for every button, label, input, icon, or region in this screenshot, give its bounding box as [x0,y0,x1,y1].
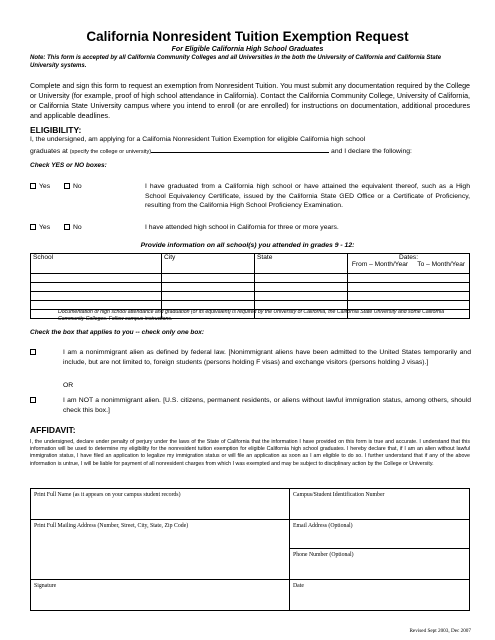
school-cell[interactable] [31,274,162,283]
eligibility-line-2-end: and I declare the following: [329,148,412,155]
table-row[interactable] [31,283,470,292]
email-field[interactable] [290,520,470,549]
q1-yes-label: Yes [39,183,51,190]
student-id-field[interactable] [290,489,470,520]
not-nonimmigrant-checkbox[interactable] [30,397,36,403]
signature-table [30,488,470,611]
q1-no-label: No [72,183,82,190]
print-name-label: Print Full Name (as it appears on your campus student records) [34,492,181,498]
form-note: Note: This form is accepted by all California Community Colleges and all Universities in the both the University of California and California State University systems. [30,55,442,69]
col-dates-label: Dates: [398,254,419,261]
school-cell[interactable] [31,283,162,292]
eligibility-line-2-start: graduates at [30,148,70,155]
state-cell[interactable] [255,292,348,301]
signature-field[interactable] [31,580,290,611]
q2-yes-checkbox[interactable] [30,224,36,230]
col-state: State [255,254,348,274]
print-name-field[interactable] [31,489,290,520]
page-title: California Nonresident Tuition Exemption Request [86,29,409,44]
q2-yes-label: Yes [39,224,51,231]
city-cell[interactable] [162,274,255,283]
status-option-2: I am NOT a nonimmigrant alien. [U.S. citizens, permanent residents, or aliens without lawful immigration status, among others, should check this box.] [63,397,471,414]
affidavit-heading: AFFIDAVIT: [30,425,76,435]
q1-yes-no [30,183,82,190]
dates-cell[interactable] [348,274,470,283]
intro-paragraph: Complete and sign this form to request an exemption from Nonresident Tuition. You must submit any documentation required by the College or University (for example, proof of high school attendance in California). Contact the California Community College, University of California, or California State University campus where you intend to enroll (or are enrolled) for instructions on documentation, additional procedures and applicable deadlines. [30,82,470,120]
affidavit-text: I, the undersigned, declare under penalty of perjury under the laws of the State of California that the information I have provided on this form is true and accurate. I understand that this information will be used to determine my eligibility for the nonresident tuition exemption for eligible California high school graduates. I hereby declare that, if I am an alien without lawful immigration status, I have filed an application to legalize my immigration status or will file an application as soon as I am eligible to do so. I further understand that if any of the above information is untrue, I will be liable for payment of all nonresident charges from which I was exempted and may be subject to disciplinary action by the College or University. [30,439,470,467]
status-prompt: Check the box that applies to you -- check only one box: [30,329,205,336]
table-row[interactable] [31,274,470,283]
student-id-label: Campus/Student Identification Number [293,492,385,498]
mailing-address-field[interactable] [31,520,290,580]
mailing-address-label: Print Full Mailing Address (Number, Street, City, State, Zip Code) [34,523,189,529]
page-subtitle: For Eligible California High School Graduates [171,46,324,53]
eligibility-line-1: I, the undersigned, am applying for a California Nonresident Tuition Exemption for eligible California high school [30,136,366,143]
email-label: Email Address (Optional) [293,523,353,529]
sign-row-1 [31,489,470,520]
dates-cell[interactable] [348,283,470,292]
q2-no-label: No [72,224,82,231]
phone-label: Phone Number (Optional) [293,552,354,558]
q1-text: I have graduated from a California high school or have attained the equivalent thereof, such as a High School Equivalency Certificate, issued by the California State GED Office or a Certificate of Proficiency, resulting from the California High School Proficiency Examination. [145,183,470,210]
signature-label: Signature [34,583,57,589]
college-field[interactable] [151,145,329,153]
dates-cell[interactable] [348,292,470,301]
documentation-note: Documentation of high school attendance and graduation (or its equivalent) is required by the University of California, the California State University and some California Community Colleges. Follow campus instructions. [58,309,445,322]
eligibility-line-2 [30,145,470,157]
q1-no-checkbox[interactable] [64,183,70,189]
q2-yes-no [30,224,82,231]
q2-no-checkbox[interactable] [64,224,70,230]
check-prompt: Check YES or NO boxes: [30,162,107,169]
school-cell[interactable] [31,292,162,301]
college-hint: (specify the college or university) [69,149,152,155]
col-school: School [31,254,162,274]
col-to: To – Month/Year [417,261,466,268]
col-from: From – Month/Year [351,261,409,268]
status-option-2-box[interactable] [30,397,39,404]
col-dates [348,254,470,274]
schools-table-header [31,254,470,274]
q1-yes-checkbox[interactable] [30,183,36,189]
col-dates-sub [350,261,467,268]
schools-prompt: Provide information on all school(s) you attended in grades 9 - 12: [140,242,355,249]
status-or: OR [63,382,74,389]
status-option-1-box[interactable] [30,349,39,356]
state-cell[interactable] [255,283,348,292]
date-label: Date [293,583,304,589]
city-cell[interactable] [162,292,255,301]
state-cell[interactable] [255,274,348,283]
eligibility-heading: ELIGIBILITY: [30,125,82,135]
col-city: City [162,254,255,274]
nonimmigrant-checkbox[interactable] [30,349,36,355]
sign-row-2 [31,520,470,549]
table-row[interactable] [31,292,470,301]
status-option-1: I am a nonimmigrant alien as defined by federal law. [Nonimmigrant aliens have been admitted to the United States temporarily and include, but are not limited to, foreign students (persons holding F visas) and exchange visitors (persons holding J visas).] [63,349,471,366]
phone-field[interactable] [290,549,470,580]
city-cell[interactable] [162,283,255,292]
sign-row-4 [31,580,470,611]
eligibility-statement [30,135,470,157]
date-field[interactable] [290,580,470,611]
revision-note: Revised Sept 2003, Dec 2007 [409,628,471,634]
q2-text: I have attended high school in California for three or more years. [145,224,339,231]
